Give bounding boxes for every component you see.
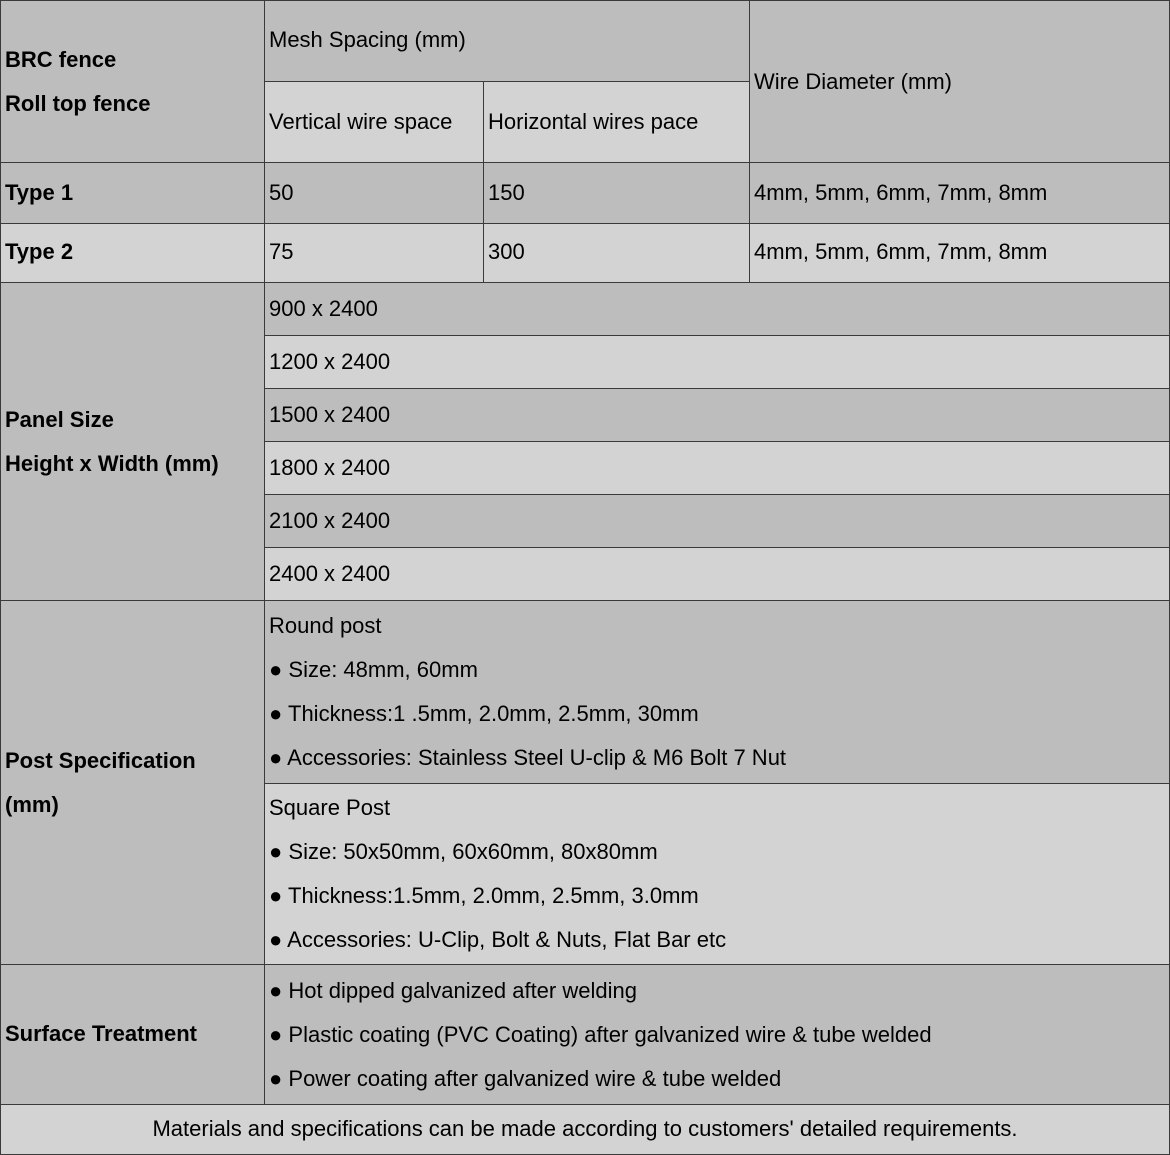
footer-note: Materials and specifications can be made according to customers' detailed requirements. bbox=[1, 1104, 1170, 1154]
type-label: Type 2 bbox=[1, 223, 265, 282]
surface-treatment-line: ● Hot dipped galvanized after welding bbox=[269, 977, 637, 1003]
product-name-line1: BRC fence bbox=[5, 46, 117, 72]
panel-size-value: 2400 x 2400 bbox=[265, 548, 1170, 601]
surface-treatment-line: ● Power coating after galvanized wire & tube welded bbox=[269, 1065, 782, 1091]
panel-size-value: 900 x 2400 bbox=[265, 282, 1170, 335]
product-name-line2: Roll top fence bbox=[5, 90, 151, 116]
mesh-spacing-header: Mesh Spacing (mm) bbox=[265, 1, 750, 82]
round-post-cell bbox=[265, 601, 1170, 783]
table-row bbox=[1, 163, 1170, 223]
surface-treatment-cell bbox=[265, 965, 1170, 1104]
panel-size-label bbox=[1, 282, 265, 601]
product-name-cell bbox=[1, 1, 265, 163]
panel-size-label-line2: Height x Width (mm) bbox=[5, 450, 219, 476]
square-post-cell bbox=[265, 783, 1170, 964]
panel-size-value: 1500 x 2400 bbox=[265, 388, 1170, 441]
round-post-line: ● Accessories: Stainless Steel U-clip & M6 Bolt 7 Nut bbox=[269, 745, 787, 771]
round-post-line: ● Thickness:1 .5mm, 2.0mm, 2.5mm, 30mm bbox=[269, 701, 699, 727]
round-post-line: ● Size: 48mm, 60mm bbox=[269, 657, 478, 683]
type-label: Type 1 bbox=[1, 163, 265, 223]
type-diameter: 4mm, 5mm, 6mm, 7mm, 8mm bbox=[750, 223, 1170, 282]
type-diameter: 4mm, 5mm, 6mm, 7mm, 8mm bbox=[750, 163, 1170, 223]
square-post-line: ● Size: 50x50mm, 60x60mm, 80x80mm bbox=[269, 839, 658, 865]
table-row bbox=[1, 223, 1170, 282]
post-spec-label-line1: Post Specification bbox=[5, 747, 196, 773]
type-vertical: 50 bbox=[265, 163, 484, 223]
type-vertical: 75 bbox=[265, 223, 484, 282]
post-spec-label-line2: (mm) bbox=[5, 791, 59, 817]
panel-size-value: 1200 x 2400 bbox=[265, 335, 1170, 388]
type-horizontal: 150 bbox=[484, 163, 750, 223]
square-post-line: ● Accessories: U-Clip, Bolt & Nuts, Flat Bar etc bbox=[269, 927, 727, 953]
surface-treatment-label: Surface Treatment bbox=[1, 965, 265, 1104]
wire-diameter-header: Wire Diameter (mm) bbox=[750, 1, 1170, 163]
type-horizontal: 300 bbox=[484, 223, 750, 282]
square-post-title: Square Post bbox=[269, 795, 391, 821]
surface-treatment-line: ● Plastic coating (PVC Coating) after galvanized wire & tube welded bbox=[269, 1021, 932, 1047]
horizontal-space-header: Horizontal wires pace bbox=[484, 82, 750, 163]
panel-size-value: 2100 x 2400 bbox=[265, 495, 1170, 548]
round-post-title: Round post bbox=[269, 613, 382, 639]
post-spec-label bbox=[1, 601, 265, 965]
square-post-line: ● Thickness:1.5mm, 2.0mm, 2.5mm, 3.0mm bbox=[269, 883, 699, 909]
panel-size-value: 1800 x 2400 bbox=[265, 442, 1170, 495]
vertical-space-header: Vertical wire space bbox=[265, 82, 484, 163]
panel-size-label-line1: Panel Size bbox=[5, 406, 114, 432]
